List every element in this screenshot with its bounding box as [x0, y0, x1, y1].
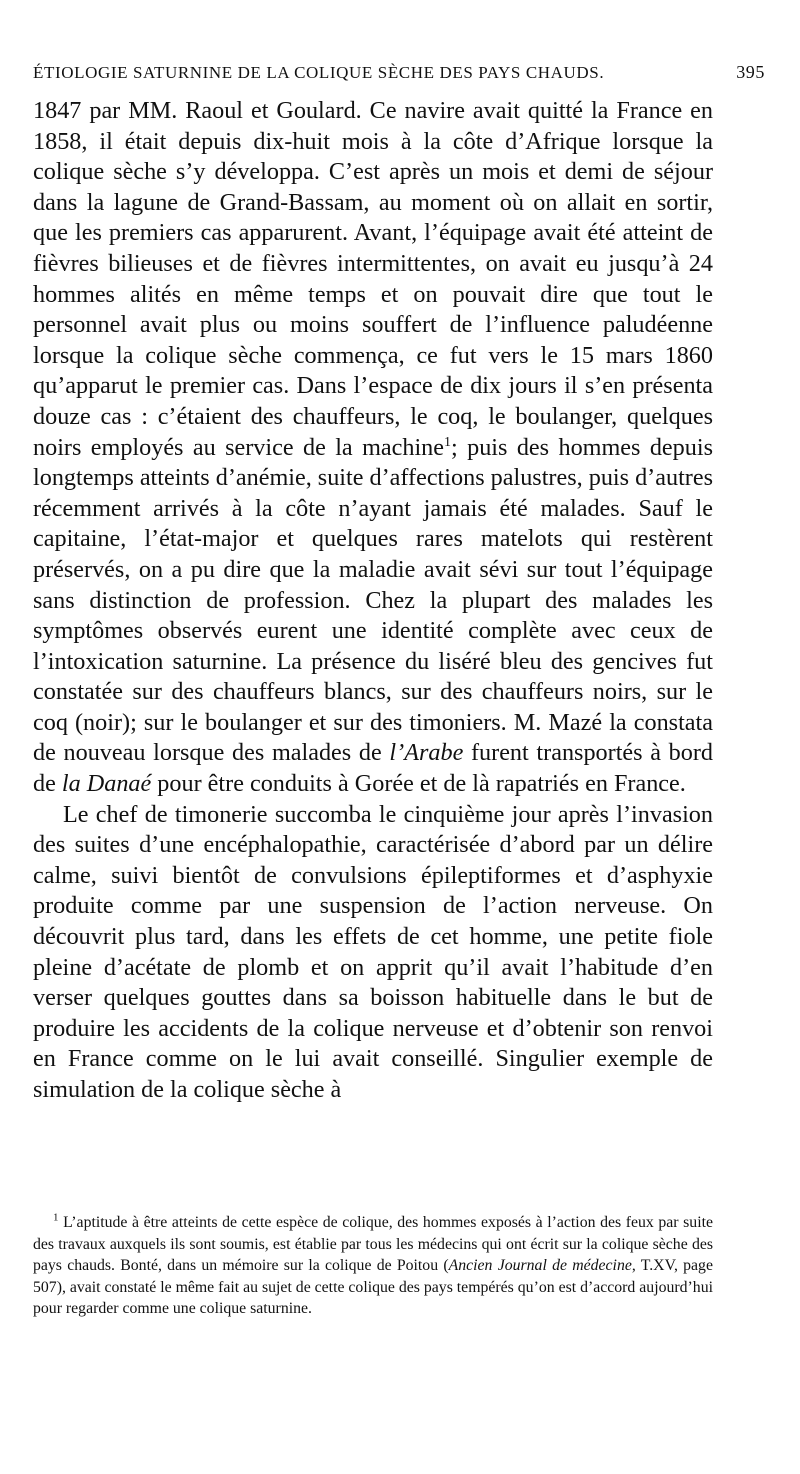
footnote-marker: 1 — [53, 1211, 59, 1224]
ship-name-arabe: l’Arabe — [389, 739, 464, 767]
footnote-text-a: L’aptitude à être atteints de cette espèce de colique, des hommes exposés à l’action des feux par suite des travaux auxquels ils sont soumis, est établie par tous les médecins qui ont écrit sur la colique sèche des pays chauds. Bonté, dans un mémoire sur la colique de Poitou ( — [33, 1214, 713, 1275]
running-head-title: ÉTIOLOGIE SATURNINE DE LA COLIQUE SÈCHE DES PAYS CHAUDS. — [33, 63, 605, 82]
journal-title: Ancien Journal de médecine — [448, 1257, 632, 1275]
paragraph-1-text-a: 1847 par MM. Raoul et Goulard. Ce navire avait quitté la France en 1858, il était depuis dix-huit mois à la côte d’Afrique lorsque la colique sèche s’y développa. C’est après un mois et demi de séjour dans la lagune de Grand-Bassam, au moment où on allait en sortir, que les premiers cas apparurent. Avant, l’équipage avait été atteint de fièvres bilieuses et de fièvres intermittentes, on avait eu jusqu’à 24 hommes alités en même temps et on pouvait dire que tout le personnel avait plus ou moins souffert de l’influence paludéenne lorsque la colique sèche commença, ce fut vers le 15 mars 1860 qu’apparut le premier cas. Dans l’espace de dix jours il s’en présenta douze cas : c’étaient des chauffeurs, le coq, le boulanger, quelques noirs employés au service de la machine — [33, 97, 713, 461]
paragraph-2: Le chef de timonerie succomba le cinquième jour après l’invasion des suites d’une encéphalopathie, caractérisée d’abord par un délire calme, suivi bientôt de convulsions épileptiformes et d’asphyxie produite comme par une suspension de l’action nerveuse. On découvrit plus tard, dans les effets de cet homme, une petite fiole pleine d’acétate de plomb et on apprit qu’il avait l’habitude d’en verser quelques gouttes dans sa boisson habituelle dans le but de produire les accidents de la colique nerveuse et d’obtenir son renvoi en France comme on le lui avait conseillé. Singulier exemple de simulation de la colique sèche à — [33, 800, 713, 1103]
ship-name-danae: la Danaé — [61, 770, 152, 798]
paragraph-1-text-b: ; puis des hommes depuis longtemps atteints d’anémie, suite d’affections palustres, puis d’autres récemment arrivés à la côte n’ayant jamais été malades. Sauf le capitaine, l’état-major et quelques rares matelots qui restèrent préservés, on a pu dire que la maladie avait sévi sur tout l’équipage sans distinction de profession. Chez la plupart des malades les symptômes observés eurent une identité complète avec ceux de l’intoxication saturnine. La présence du liséré bleu des gencives fut constatée sur des chauffeurs blancs, sur des chauffeurs noirs, sur le coq (noir); sur le boulanger et sur des timoniers. M. Mazé la constata de nouveau lorsque des malades de — [33, 433, 713, 767]
footnote-text-b: , T.XV, page 507), avait constaté le même fait au sujet de cette colique des pays tempérés qu’on est d’accord aujourd’hui pour regarder comme une colique saturnine. — [33, 1257, 713, 1318]
paragraph-1-text-c: furent transportés à bord de — [33, 739, 714, 798]
paragraph-1 — [33, 96, 713, 800]
page-number: 395 — [736, 62, 765, 82]
footnote-1 — [33, 1212, 713, 1320]
footnote-reference: 1 — [444, 434, 451, 450]
running-head — [33, 62, 765, 90]
body-text — [33, 96, 713, 1106]
paragraph-1-text-d: pour être conduits à Gorée et de là rapatriés en France. — [151, 770, 686, 798]
footnotes — [33, 1212, 713, 1320]
